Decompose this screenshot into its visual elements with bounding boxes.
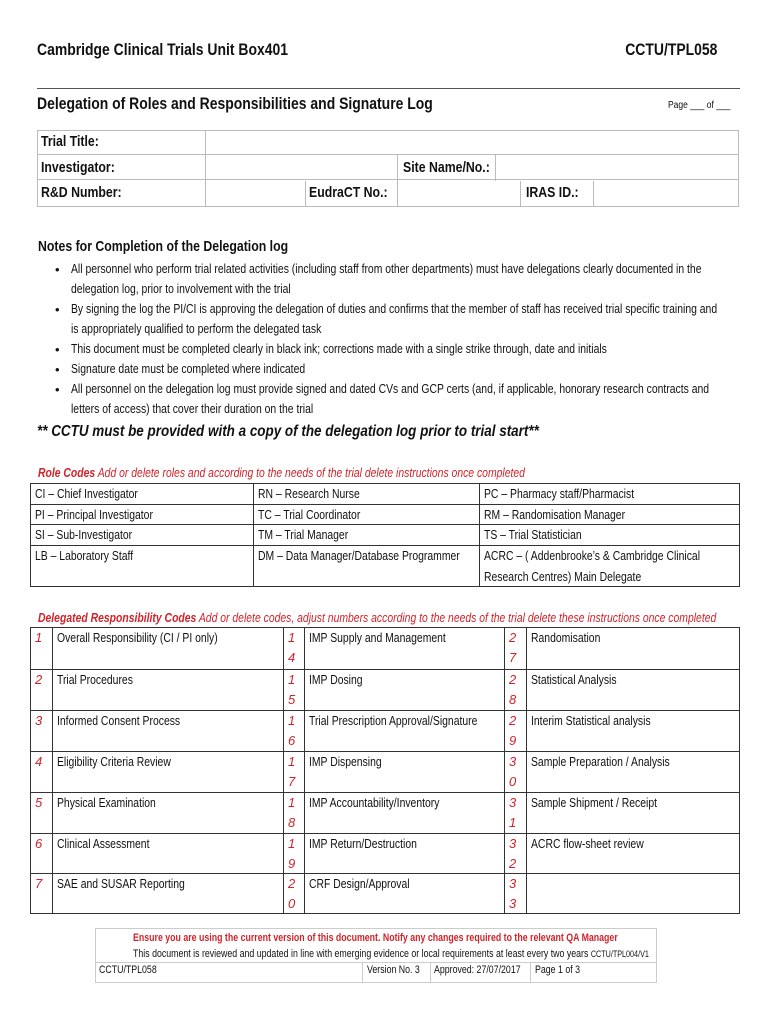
code-number: 1 <box>288 630 296 645</box>
code-description: ACRC flow-sheet review <box>531 836 644 851</box>
code-number: 3 <box>35 713 43 728</box>
role-codes-title: Role Codes <box>38 465 96 480</box>
code-description: SAE and SUSAR Reporting <box>57 876 185 891</box>
code-description: Overall Responsibility (CI / PI only) <box>57 630 218 645</box>
note-item: All personnel on the delegation log must provide signed and dated CVs and GCP certs (and, if applicable, honorary research contracts and <box>71 381 710 396</box>
note-item-cont: letters of access) that cover their duration on the trial <box>71 401 314 416</box>
footer-ref: CCTU/TPL004/V1 <box>590 949 649 959</box>
trial-title-field[interactable] <box>207 131 737 154</box>
code-number: 7 <box>288 774 296 789</box>
code-number: 9 <box>509 733 517 748</box>
code-number: 1 <box>288 672 296 687</box>
rd-number-field[interactable] <box>207 183 303 206</box>
bullet-icon: • <box>55 302 60 317</box>
row-divider <box>30 669 740 670</box>
role-code: LB – Laboratory Staff <box>35 548 134 563</box>
footer-version: Version No. 3 <box>367 964 420 976</box>
code-description: CRF Design/Approval <box>309 876 410 891</box>
code-number: 5 <box>288 692 296 707</box>
code-description: IMP Supply and Management <box>309 630 446 645</box>
code-number: 4 <box>288 650 296 665</box>
code-description: IMP Return/Destruction <box>309 836 417 851</box>
code-description: Statistical Analysis <box>531 672 617 687</box>
code-number: 3 <box>509 836 517 851</box>
code-description: Sample Preparation / Analysis <box>531 754 670 769</box>
role-code-cont: Research Centres) Main Delegate <box>484 569 642 584</box>
role-code: TS – Trial Statistician <box>484 527 582 542</box>
role-code: CI – Chief Investigator <box>35 486 138 501</box>
code-number: 3 <box>509 795 517 810</box>
delegation-warning: ** CCTU must be provided with a copy of the delegation log prior to trial start** <box>37 423 539 440</box>
code-number: 1 <box>288 836 296 851</box>
code-description: Trial Procedures <box>57 672 133 687</box>
bullet-icon: • <box>55 362 60 377</box>
code-description: IMP Accountability/Inventory <box>309 795 440 810</box>
bullet-icon: • <box>55 262 60 277</box>
eudract-field[interactable] <box>399 183 518 206</box>
code-number: 2 <box>509 630 517 645</box>
delegated-codes-title: Delegated Responsibility Codes <box>38 610 197 625</box>
code-number: 4 <box>35 754 43 769</box>
investigator-label: Investigator: <box>41 159 115 176</box>
footer-code: CCTU/TPL058 <box>99 964 157 976</box>
code-description: Physical Examination <box>57 795 156 810</box>
role-code: PC – Pharmacy staff/Pharmacist <box>484 486 635 501</box>
code-number: 1 <box>288 713 296 728</box>
site-label: Site Name/No.: <box>403 159 490 176</box>
code-number: 0 <box>288 896 296 911</box>
code-number: 1 <box>288 795 296 810</box>
code-number: 2 <box>509 672 517 687</box>
code-number: 1 <box>509 815 517 830</box>
investigator-field[interactable] <box>207 157 395 180</box>
code-number: 1 <box>288 754 296 769</box>
code-description: IMP Dosing <box>309 672 363 687</box>
footer-warning: Ensure you are using the current version of this document. Notify any changes required to the relevant QA Manager <box>133 932 618 944</box>
rd-number-label: R&D Number: <box>41 184 122 201</box>
role-code: PI – Principal Investigator <box>35 507 153 522</box>
code-number: 8 <box>509 692 517 707</box>
footer-page: Page 1 of 3 <box>535 964 581 976</box>
code-number: 8 <box>288 815 296 830</box>
unit-header: Cambridge Clinical Trials Unit Box401 <box>37 40 288 59</box>
document-title: Delegation of Roles and Responsibilities and Signature Log <box>37 94 433 113</box>
eudract-label: EudraCT No.: <box>309 184 388 201</box>
header-divider <box>37 88 740 89</box>
note-item: All personnel who perform trial related activities (including staff from other departments) must have delegations clearly documented in the <box>71 261 702 276</box>
code-number: 2 <box>509 856 517 871</box>
role-codes-heading <box>38 465 525 480</box>
role-code: ACRC – ( Addenbrooke’s & Cambridge Clinical <box>484 548 700 563</box>
bullet-icon: • <box>55 382 60 397</box>
code-description: Eligibility Criteria Review <box>57 754 171 769</box>
code-number: 5 <box>35 795 43 810</box>
code-number: 3 <box>509 896 517 911</box>
code-description: Clinical Assessment <box>57 836 150 851</box>
document-code: CCTU/TPL058 <box>624 40 717 59</box>
role-codes-instruction: Add or delete roles and according to the needs of the trial delete instructions once completed <box>97 465 525 480</box>
role-code: TM – Trial Manager <box>258 527 349 542</box>
role-code: TC – Trial Coordinator <box>258 507 361 522</box>
footer-approved: Approved: 27/07/2017 <box>434 964 521 976</box>
code-number: 6 <box>288 733 296 748</box>
footer-review-note <box>133 948 649 960</box>
delegated-codes-instruction: Add or delete codes, adjust numbers according to the needs of the trial delete these instructions once completed <box>198 610 717 625</box>
code-description: Informed Consent Process <box>57 713 181 728</box>
note-item: Signature date must be completed where indicated <box>71 361 306 376</box>
code-number: 6 <box>35 836 43 851</box>
note-item: By signing the log the PI/CI is approving the delegation of duties and confirms that the member of staff has received trial specific training and <box>71 301 718 316</box>
notes-title: Notes for Completion of the Delegation log <box>38 238 289 255</box>
role-code: RM – Randomisation Manager <box>484 507 626 522</box>
note-item-cont: delegation log, prior to involvement with the trial <box>71 281 291 296</box>
code-description: Sample Shipment / Receipt <box>531 795 658 810</box>
delegated-codes-heading <box>38 610 716 625</box>
code-number: 0 <box>509 774 517 789</box>
role-code: SI – Sub-Investigator <box>35 527 133 542</box>
code-description: Trial Prescription Approval/Signature <box>309 713 478 728</box>
iras-label: IRAS ID.: <box>526 184 579 201</box>
code-description: Randomisation <box>531 630 601 645</box>
role-code: DM – Data Manager/Database Programmer <box>258 548 460 563</box>
note-item: This document must be completed clearly in black ink; corrections made with a single strike through, date and initials <box>71 341 607 356</box>
code-number: 2 <box>509 713 517 728</box>
note-item-cont: is appropriately qualified to perform the delegated task <box>71 321 322 336</box>
code-number: 3 <box>509 754 517 769</box>
site-field[interactable] <box>497 157 737 180</box>
code-number: 2 <box>288 876 296 891</box>
trial-title-label: Trial Title: <box>41 133 99 150</box>
code-number: 1 <box>35 630 43 645</box>
code-number: 9 <box>288 856 296 871</box>
code-number: 7 <box>35 876 43 891</box>
code-description: Interim Statistical analysis <box>531 713 651 728</box>
bullet-icon: • <box>55 342 60 357</box>
code-number: 3 <box>509 876 517 891</box>
page-of-field: Page ___ of ___ <box>667 100 730 111</box>
code-description: IMP Dispensing <box>309 754 382 769</box>
iras-field[interactable] <box>595 183 737 206</box>
code-number: 2 <box>35 672 43 687</box>
footer-review: This document is reviewed and updated in line with emerging evidence or local requirements at least every two years <box>133 948 589 960</box>
code-number: 7 <box>509 650 517 665</box>
role-code: RN – Research Nurse <box>258 486 360 501</box>
